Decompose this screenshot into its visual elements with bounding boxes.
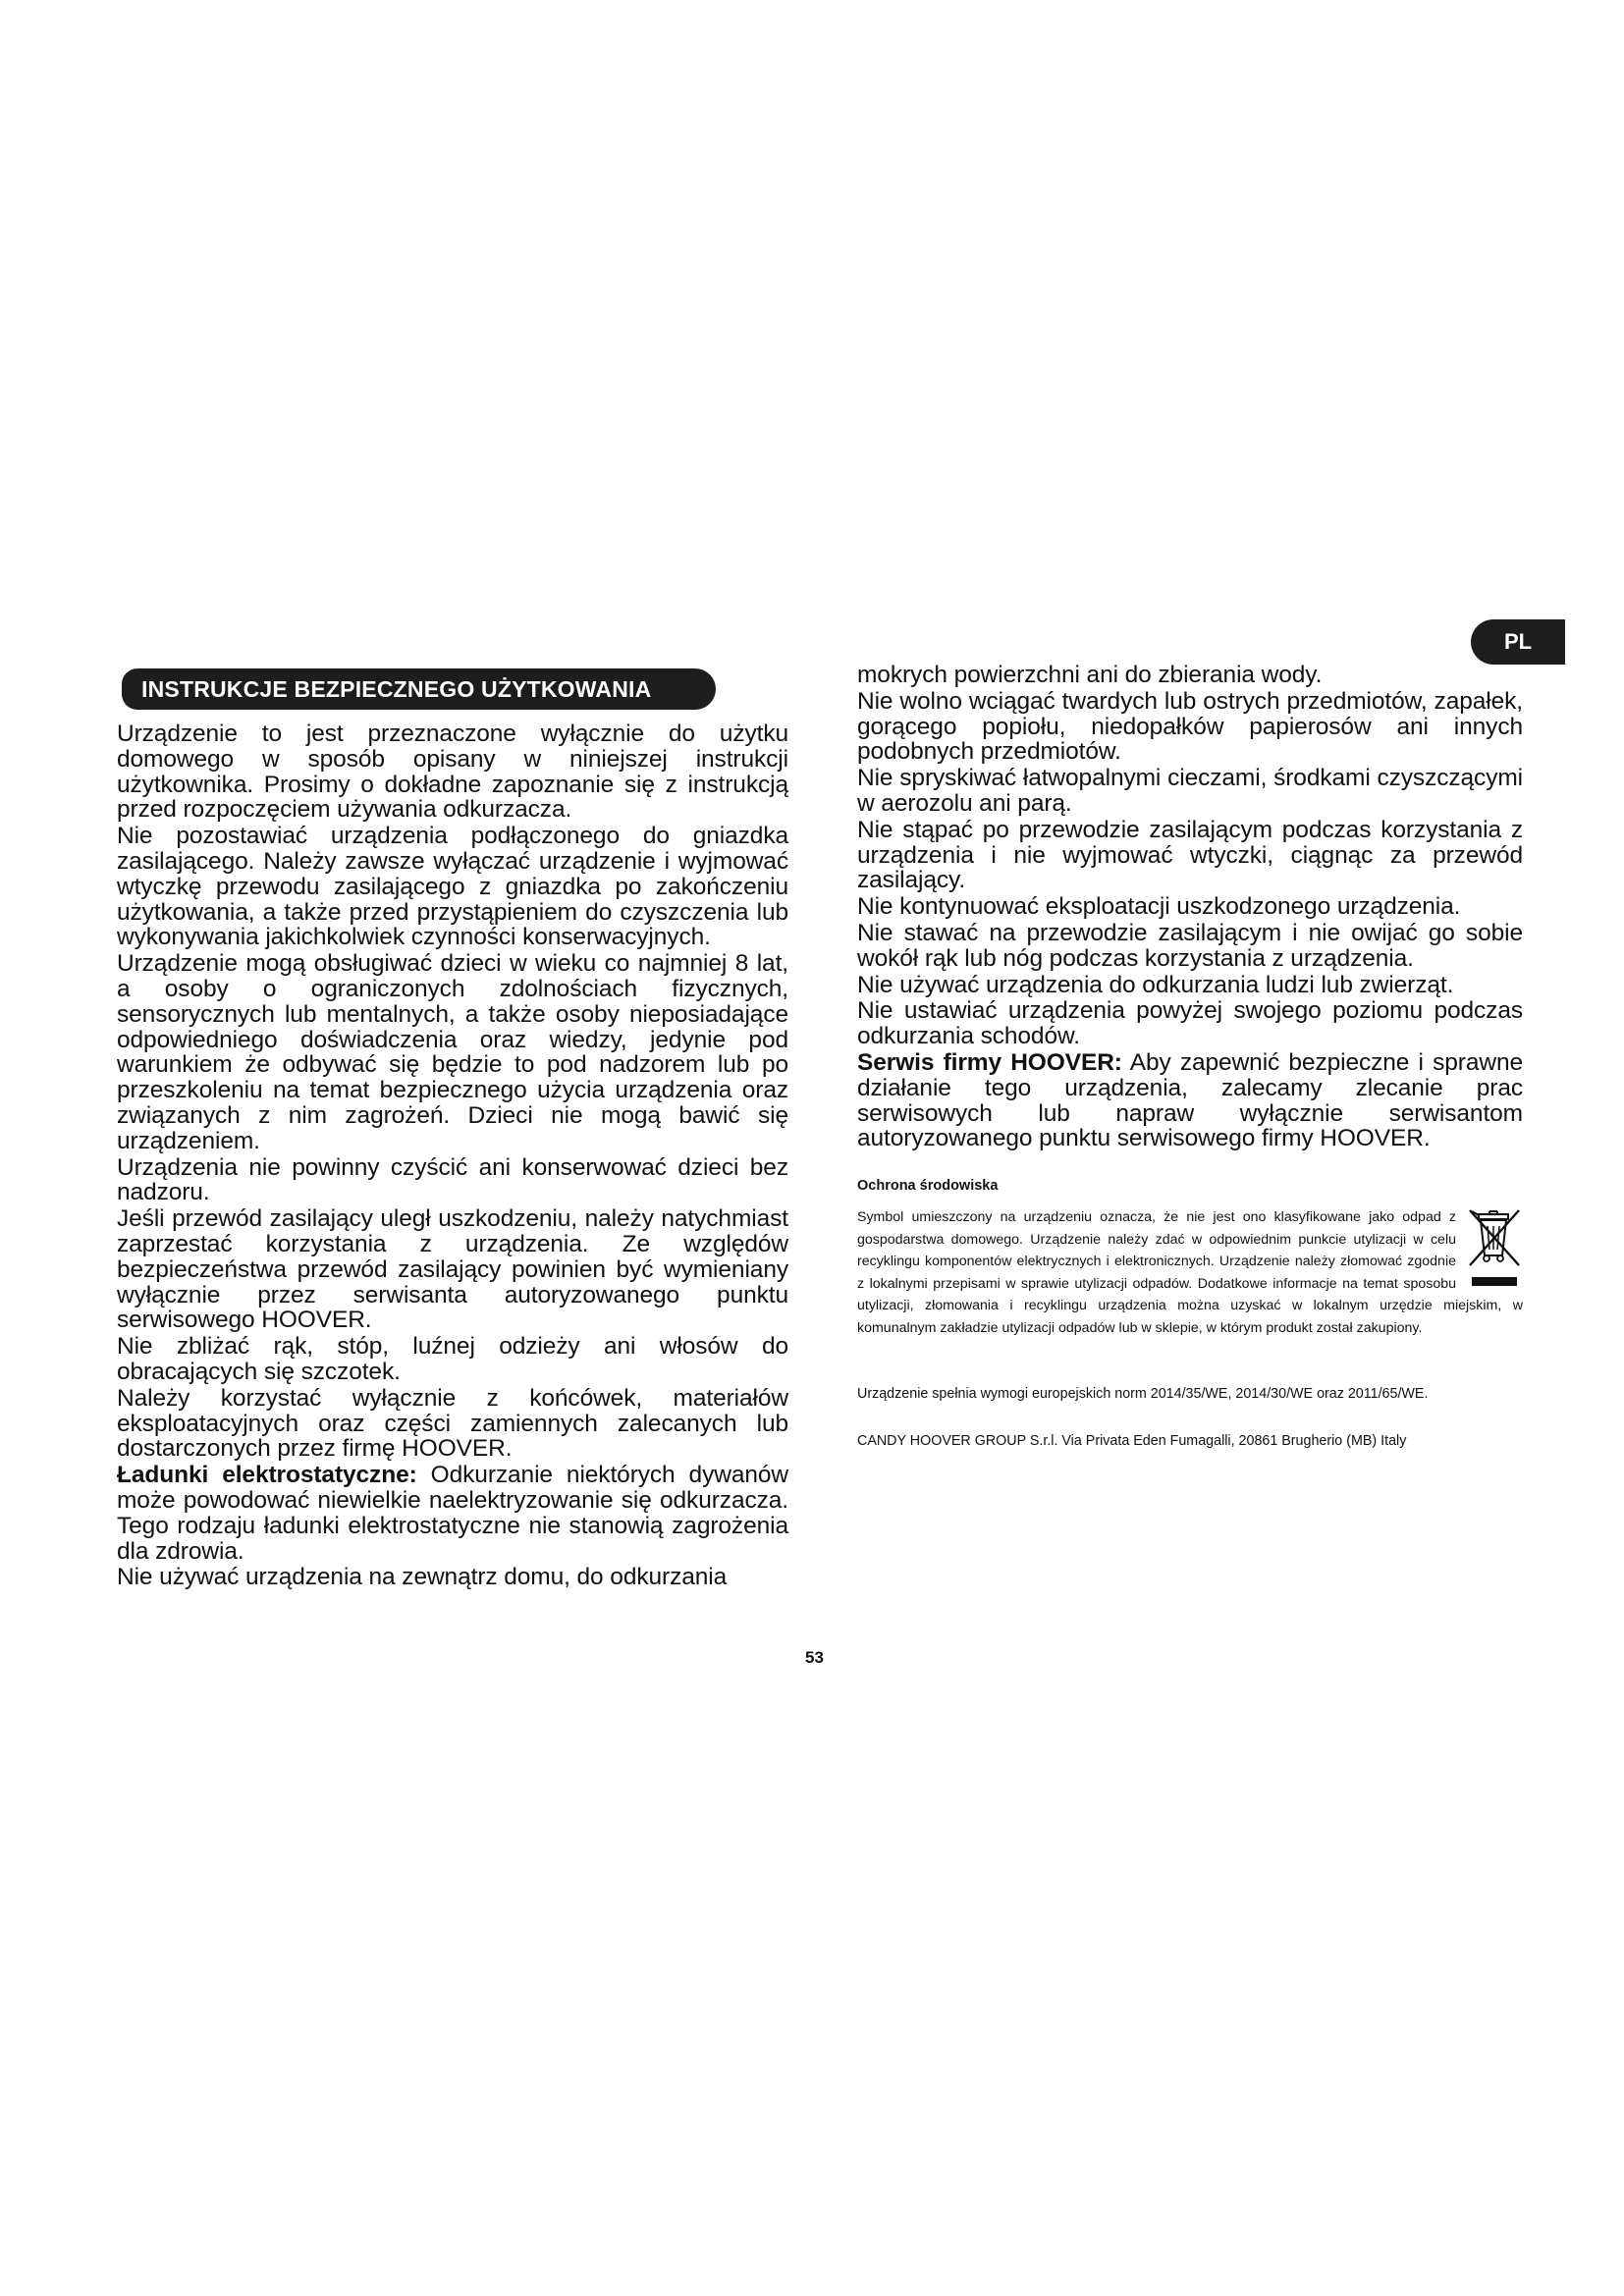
paragraph-text: Nie spryskiwać łatwopalnymi cieczami, środkami czyszczącymi w aerozolu ani parą. [857,765,1523,817]
instruction-paragraph [857,998,1523,1049]
environment-title: Ochrona środowiska [857,1178,999,1194]
instruction-paragraph [857,766,1523,817]
environment-body: Symbol umieszczony na urządzeniu oznacza, że nie jest ono klasyfikowane jako odpad z gospodarstwa domowego. Urządzenie należy zdać w odpowiednim punkcie utylizacji w celu recyklingu komponentów elektrycznych i elektronicznych. Urządzenie należy złomować zgodnie z lokalnymi przepisami w sprawie utylizacji odpadów. Dodatkowe informacje na temat sposobu utylizacji, złomowania i recyklingu urządzenia można uzyskać w lokalnym urzędzie miejskim, w komunalnym zakładzie utylizacji odpadów lub w sklepie, w którym produkt został zakupiony. [857,1209,1523,1336]
paragraph-text: Odkurzanie niektórych dywanów może powodować niewielkie naelektryzowanie się odkurzacza. Tego rodzaju ładunki elektrostatyczne nie stanowią zagrożenia dla zdrowia. [117,1462,788,1565]
instruction-paragraph [857,818,1523,893]
instruction-paragraph [117,1565,788,1590]
instruction-paragraph [117,1463,788,1564]
environment-section [857,1178,1523,1339]
instruction-paragraph [857,921,1523,972]
page-number: 53 [805,1648,824,1667]
paragraph-text: Należy korzystać wyłącznie z końcówek, materiałów eksploatacyjnych oraz części zamiennych zalecanych lub dostarczonych przez firmę HOOVER. [117,1384,788,1463]
paragraph-text: Nie zbliżać rąk, stóp, luźnej odzieży ani włosów do obracających się szczotek. [117,1333,788,1385]
instruction-paragraph [117,824,788,950]
left-column [117,721,788,1591]
paragraph-text: Nie używać urządzenia do odkurzania ludzi lub zwierząt. [857,971,1454,998]
paragraph-text: Urządzenie to jest przeznaczone wyłącznie do użytku domowego w sposób opisany w niniejszej instrukcji użytkownika. Prosimy o dokładne zapoznanie się z instrukcją przed rozpoczęciem używania odkurzacza. [117,721,788,824]
instruction-paragraph [117,1386,788,1462]
paragraph-lead: Serwis firmy HOOVER: [857,1048,1122,1076]
environment-body-wrap [857,1206,1523,1339]
instruction-paragraph [117,951,788,1153]
paragraph-text: Urządzenia nie powinny czyścić ani konserwować dzieci bez nadzoru. [117,1153,788,1206]
paragraph-text: mokrych powierzchni ani do zbierania wody. [857,662,1323,688]
paragraph-text: Nie używać urządzenia na zewnątrz domu, do odkurzania [117,1564,728,1591]
instruction-paragraph [117,721,788,823]
instruction-paragraph [857,689,1523,765]
instruction-paragraph [857,1050,1523,1151]
manufacturer-address: CANDY HOOVER GROUP S.r.l. Via Privata Eden Fumagalli, 20861 Brugherio (MB) Italy [857,1433,1407,1449]
instruction-paragraph [117,1334,788,1385]
paragraph-text: Nie kontynuować eksploatacji uszkodzonego urządzenia. [857,893,1461,921]
instruction-paragraph [857,973,1523,998]
language-tab: PL [1471,619,1565,665]
section-heading: INSTRUKCJE BEZPIECZNEGO UŻYTKOWANIA [122,668,716,710]
paragraph-text: Aby zapewnić bezpieczne i sprawne działanie tego urządzenia, zalecamy zlecanie prac serwisowych lub napraw wyłącznie serwisantom autoryzowanego punktu serwisowego firmy HOOVER. [857,1048,1523,1152]
instruction-paragraph [857,894,1523,920]
right-column [857,663,1523,1152]
instruction-paragraph [857,663,1523,688]
paragraph-text: Nie ustawiać urządzenia powyżej swojego poziomu podczas odkurzania schodów. [857,997,1523,1050]
paragraph-text: Jeśli przewód zasilający uległ uszkodzeniu, należy natychmiast zaprzestać korzystania z urządzenia. Ze względów bezpieczeństwa przewód zasilający powinien być wymieniany wyłącznie przez serwisanta autoryzowanego punktu serwisowego HOOVER. [117,1205,788,1334]
paragraph-text: Nie stąpać po przewodzie zasilającym podczas korzystania z urządzenia i nie wyjmować wtyczki, ciągnąc za przewód zasilający. [857,816,1523,894]
instruction-paragraph [117,1155,788,1206]
paragraph-text: Nie wolno wciągać twardych lub ostrych przedmiotów, zapałek, gorącego popiołu, niedopałków papierosów ani innych podobnych przedmiotów. [857,687,1523,766]
paragraph-lead: Ładunki elektrostatyczne: [117,1462,417,1489]
paragraph-text: Urządzenie mogą obsługiwać dzieci w wieku co najmniej 8 lat, a osoby o ograniczonych zdolnościach fizycznych, sensorycznych lub mentalnych, a także osoby nieposiadające odpowiedniego doświadczenia oraz wiedzy, jedynie pod warunkiem że odbywać się będzie to pod nadzorem lub po przeszkoleniu na temat bezpiecznego użycia urządzenia oraz związanych z nim zagrożeń. Dzieci nie mogą bawić się urządzeniem. [117,950,788,1154]
compliance-note: Urządzenie spełnia wymogi europejskich norm 2014/35/WE, 2014/30/WE oraz 2011/65/WE. [857,1386,1429,1402]
instruction-paragraph [117,1206,788,1333]
paragraph-text: Nie stawać na przewodzie zasilającym i nie owijać go sobie wokół rąk lub nóg podczas korzystania z urządzenia. [857,919,1523,972]
crossed-out-wheelie-bin-icon [1466,1206,1523,1289]
paragraph-text: Nie pozostawiać urządzenia podłączonego do gniazdka zasilającego. Należy zawsze wyłączać urządzenie i wyjmować wtyczkę przewodu zasilającego z gniazdka po zakończeniu użytkowania, a także przed przystąpieniem do czyszczenia lub wykonywania jakichkolwiek czynności konserwacyjnych. [117,823,788,951]
